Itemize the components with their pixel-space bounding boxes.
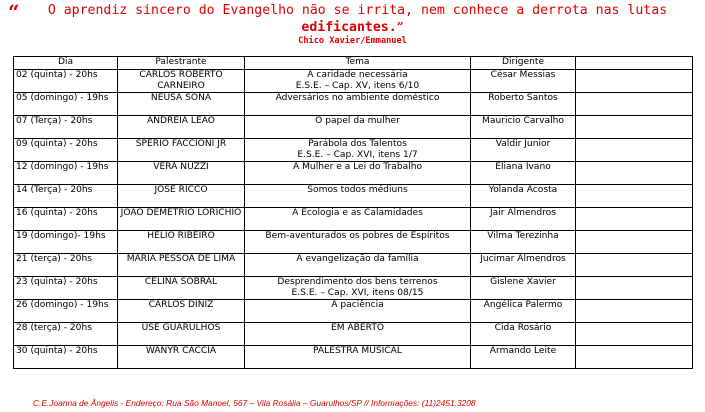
cell-empty [576, 208, 693, 231]
cell-empty [576, 70, 693, 93]
cell-dirigente [471, 162, 576, 185]
table-row [14, 346, 693, 369]
cell-tema-text: Adversários no ambiente doméstico [275, 93, 440, 103]
cell-dia [14, 185, 118, 208]
cell-dia [14, 162, 118, 185]
header-tema: Tema [245, 57, 471, 70]
table-row [14, 185, 693, 208]
cell-dirigente-text: Jair Almendros [490, 208, 556, 218]
cell-empty [576, 277, 693, 300]
cell-dia-text: 21 (terça) - 20hs [16, 254, 92, 264]
cell-tema-subtext: E.S.E. – Cap. XVI, itens 1/7 [297, 150, 418, 160]
table-row [14, 162, 693, 185]
cell-dirigente [471, 208, 576, 231]
cell-palestrante [118, 139, 245, 162]
cell-empty [576, 254, 693, 277]
cell-tema-text: Somos todos médiuns [307, 185, 408, 195]
open-quote-mark: “ [8, 0, 20, 24]
header-palestrante: Palestrante [118, 57, 245, 70]
cell-palestrante [118, 208, 245, 231]
table-row [14, 254, 693, 277]
cell-palestrante [118, 346, 245, 369]
cell-tema [245, 300, 471, 323]
header-dia: Dia [14, 57, 118, 70]
cell-dirigente [471, 231, 576, 254]
cell-dia-text: 28 (terça) - 20hs [16, 323, 92, 333]
cell-palestrante-text: NEUSA SONA [150, 93, 212, 103]
cell-tema [245, 254, 471, 277]
cell-dirigente-text: Armando Leite [489, 346, 557, 356]
cell-dirigente [471, 116, 576, 139]
cell-tema-text: Bem-aventurados os pobres de Espíritos [265, 231, 450, 241]
cell-empty [576, 139, 693, 162]
cell-palestrante-text: JOSÉ RICCO [154, 185, 208, 195]
cell-dia-text: 09 (quinta) - 20hs [16, 139, 98, 149]
cell-dia-text: 05 (domingo) - 19hs [16, 93, 109, 103]
cell-palestrante [118, 93, 245, 116]
header-empty [576, 57, 693, 70]
quote-line-2-text: edificantes. [301, 20, 397, 35]
cell-dirigente-text: Angélica Palermo [483, 300, 563, 310]
cell-palestrante [118, 277, 245, 300]
cell-empty [576, 93, 693, 116]
cell-tema-text: A paciência [331, 300, 384, 310]
quote-author: Chico Xavier/Emmanuel [298, 36, 407, 46]
cell-palestrante-text: HÉLIO RIBEIRO [147, 231, 215, 241]
quote-line-1: O aprendiz sincero do Evangelho não se irrita, nem conhece a derrota nas lutas [47, 3, 668, 18]
cell-palestrante-text: VERA NUZZI [153, 162, 209, 172]
cell-tema [245, 185, 471, 208]
cell-dia-text: 14 (Terça) - 20hs [16, 185, 93, 195]
quote-block [0, 2, 705, 47]
table-row [14, 139, 693, 162]
cell-palestrante-text: CARLOS ROBERTO CARNEIRO [139, 70, 223, 91]
cell-dirigente [471, 185, 576, 208]
cell-dia-text: 30 (quinta) - 20hs [16, 346, 98, 356]
cell-tema [245, 116, 471, 139]
cell-dirigente-text: Mauricio Carvalho [482, 116, 564, 126]
cell-palestrante [118, 231, 245, 254]
cell-dirigente-text: Jucimar Almendros [480, 254, 566, 264]
cell-tema [245, 346, 471, 369]
cell-dirigente [471, 70, 576, 93]
table-row [14, 323, 693, 346]
cell-dia-text: 23 (quinta) - 20hs [16, 277, 98, 287]
cell-dirigente-text: Vilma Terezinha [487, 231, 559, 241]
cell-palestrante-text: ANDRÉIA LEÃO [147, 116, 215, 126]
header-dirigente: Dirigente [471, 57, 576, 70]
table-row [14, 231, 693, 254]
cell-tema-text: PALESTRA MUSICAL [313, 346, 402, 356]
cell-dia [14, 323, 118, 346]
table-row [14, 208, 693, 231]
cell-dia [14, 93, 118, 116]
cell-tema-text: EM ABERTO [330, 323, 385, 333]
cell-dia-text: 12 (domingo) - 19hs [16, 162, 109, 172]
cell-dia-text: 19 (domingo)- 19hs [16, 231, 106, 241]
cell-palestrante [118, 300, 245, 323]
cell-tema-subtext: E.S.E. – Cap. XVI, itens 08/15 [291, 288, 424, 298]
cell-dia-text: 02 (quinta) - 20hs [16, 70, 98, 80]
cell-palestrante-text: MARIA PESSOA DE LIMA [126, 254, 236, 264]
cell-palestrante [118, 70, 245, 93]
footer-address: C.E.Joanna de Ângelis - Endereço: Rua São Manoel, 567 – Vila Rosália – Guarulhos/SP // Informações: (11)2451.3208 [33, 398, 476, 408]
table-row [14, 277, 693, 300]
cell-dirigente-text: Cida Rosário [494, 323, 552, 333]
cell-tema [245, 323, 471, 346]
cell-dia-text: 07 (Terça) - 20hs [16, 116, 93, 126]
cell-palestrante [118, 254, 245, 277]
cell-palestrante-text: SPÉRIO FACCIONI JR [135, 139, 227, 149]
cell-tema [245, 70, 471, 93]
cell-empty [576, 300, 693, 323]
cell-tema [245, 208, 471, 231]
cell-tema [245, 162, 471, 185]
cell-dia [14, 116, 118, 139]
cell-empty [576, 162, 693, 185]
cell-dia [14, 277, 118, 300]
cell-dia [14, 346, 118, 369]
cell-empty [576, 231, 693, 254]
close-quote-mark: ” [396, 20, 404, 34]
cell-palestrante [118, 185, 245, 208]
table-row [14, 300, 693, 323]
cell-dia [14, 139, 118, 162]
cell-dirigente-text: César Messias [490, 70, 556, 80]
cell-tema [245, 93, 471, 116]
cell-empty [576, 185, 693, 208]
cell-dia-text: 26 (domingo) - 19hs [16, 300, 109, 310]
table-row [14, 93, 693, 116]
cell-tema-text: O papel da mulher [315, 116, 400, 126]
cell-tema-text: A Mulher e a Lei do Trabalho [292, 162, 423, 172]
cell-empty [576, 346, 693, 369]
cell-dirigente [471, 93, 576, 116]
cell-palestrante [118, 162, 245, 185]
cell-palestrante-text: JOÃO DEMÉTRIO LORICHIO [120, 208, 242, 218]
cell-dia [14, 70, 118, 93]
cell-tema-text: Desprendimento dos bens terrenos [277, 277, 438, 287]
cell-palestrante-text: USE GUARULHOS [141, 323, 221, 333]
cell-dia [14, 231, 118, 254]
cell-dirigente-text: Gislene Xavier [490, 277, 556, 287]
cell-palestrante-text: CARLOS DINIZ [148, 300, 214, 310]
cell-dia-text: 16 (quinta) - 20hs [16, 208, 98, 218]
cell-tema-text: A caridade necessária [307, 70, 408, 80]
cell-dirigente [471, 139, 576, 162]
cell-tema [245, 139, 471, 162]
quote-line-2 [0, 19, 705, 36]
cell-empty [576, 323, 693, 346]
cell-dirigente-text: Yolanda Acosta [488, 185, 558, 195]
cell-dia [14, 254, 118, 277]
cell-dia [14, 208, 118, 231]
cell-tema-text: Parábola dos Talentos [308, 139, 407, 149]
cell-dia [14, 300, 118, 323]
cell-dirigente [471, 277, 576, 300]
cell-tema-text: A Ecologia e as Calamidades [292, 208, 423, 218]
schedule-table [13, 56, 693, 369]
cell-dirigente [471, 300, 576, 323]
cell-empty [576, 116, 693, 139]
cell-palestrante [118, 323, 245, 346]
cell-dirigente [471, 254, 576, 277]
cell-dirigente-text: Eliana Ivano [495, 162, 551, 172]
table-header-row [14, 57, 693, 70]
cell-tema [245, 231, 471, 254]
cell-dirigente [471, 346, 576, 369]
table-row [14, 116, 693, 139]
cell-tema-subtext: E.S.E. – Cap. XV, itens 6/10 [295, 81, 420, 91]
cell-dirigente-text: Valdir Junior [495, 139, 551, 149]
cell-dirigente-text: Roberto Santos [488, 93, 558, 103]
cell-palestrante-text: CELINA SOBRAL [144, 277, 218, 287]
cell-palestrante-text: WANYR CACCIA [145, 346, 217, 356]
cell-dirigente [471, 323, 576, 346]
table-row [14, 70, 693, 93]
cell-tema [245, 277, 471, 300]
cell-palestrante [118, 116, 245, 139]
cell-tema-text: A evangelização da família [296, 254, 419, 264]
